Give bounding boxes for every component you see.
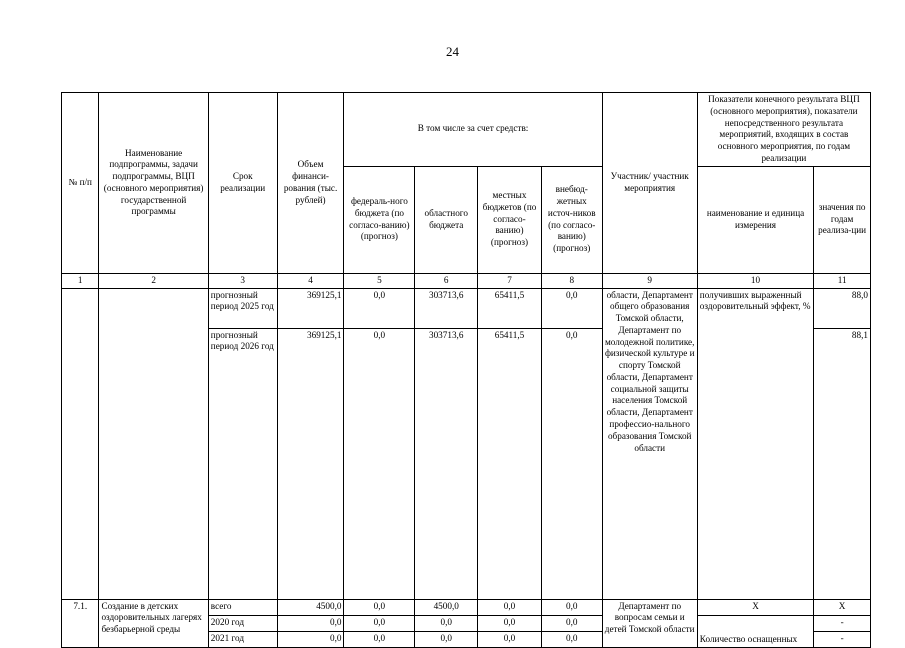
period-cell: прогнозный период 2025 год <box>208 288 277 328</box>
local-cell: 65411,5 <box>478 328 542 599</box>
column-number: 9 <box>602 273 697 288</box>
federal-cell: 0,0 <box>344 631 415 647</box>
table-row <box>62 288 871 328</box>
extrabudget-cell: 0,0 <box>541 599 602 615</box>
column-number: 1 <box>62 273 99 288</box>
table-row <box>62 599 871 615</box>
header-regional: областного бюджета <box>415 166 478 273</box>
total-cell: 369125,1 <box>277 288 344 328</box>
local-cell: 65411,5 <box>478 288 542 328</box>
header-local: местных бюджетов (по согласо-ванию) (прогноз) <box>478 166 542 273</box>
header-name: Наименование подпрограммы, задачи подпрограммы, ВЦП (основного мероприятия) государственной программы <box>99 93 208 274</box>
column-number: 2 <box>99 273 208 288</box>
header-participant: Участник/ участник мероприятия <box>602 93 697 274</box>
federal-cell: 0,0 <box>344 615 415 631</box>
header-total: Объем финанси-рования (тыс. рублей) <box>277 93 344 274</box>
extrabudget-cell: 0,0 <box>541 615 602 631</box>
federal-cell: 0,0 <box>344 288 415 328</box>
empty-name-cell <box>99 288 208 599</box>
column-number: 11 <box>814 273 871 288</box>
total-cell: 0,0 <box>277 631 344 647</box>
extrabudget-cell: 0,0 <box>541 328 602 599</box>
regional-cell: 303713,6 <box>415 288 478 328</box>
indicator-name-cell: Количество оснащенных <box>697 615 813 647</box>
period-cell: всего <box>208 599 277 615</box>
indicator-value-cell: - <box>814 631 871 647</box>
header-indicators-group: Показатели конечного результата ВЦП (основного мероприятия), показатели непосредственного результата мероприятий, входящих в состав основного мероприятия, по годам реализации <box>697 93 870 167</box>
total-cell: 369125,1 <box>277 328 344 599</box>
indicator-name-cell: Х <box>697 599 813 615</box>
extrabudget-cell: 0,0 <box>541 288 602 328</box>
indicator-value-cell: Х <box>814 599 871 615</box>
column-number: 6 <box>415 273 478 288</box>
local-cell: 0,0 <box>478 599 542 615</box>
section-name-cell: Создание в детских оздоровительных лагерях безбарьерной среды <box>99 599 208 647</box>
column-number: 3 <box>208 273 277 288</box>
period-cell: 2020 год <box>208 615 277 631</box>
regional-cell: 303713,6 <box>415 328 478 599</box>
column-number: 10 <box>697 273 813 288</box>
local-cell: 0,0 <box>478 615 542 631</box>
column-number: 7 <box>478 273 542 288</box>
financing-table <box>61 92 871 648</box>
section-number-cell: 7.1. <box>62 599 99 647</box>
header-indicator-values: значения по годам реализа-ции <box>814 166 871 273</box>
indicator-name-cell: получивших выраженный оздоровительный эффект, % <box>697 288 813 599</box>
header-extrabudget: внебюд-жетных источ-ников (по согласо-ванию) (прогноз) <box>541 166 602 273</box>
extrabudget-cell: 0,0 <box>541 631 602 647</box>
column-number: 4 <box>277 273 344 288</box>
period-cell: 2021 год <box>208 631 277 647</box>
regional-cell: 4500,0 <box>415 599 478 615</box>
page-number: 24 <box>446 44 459 59</box>
indicator-value-cell: 88,0 <box>814 288 871 328</box>
total-cell: 0,0 <box>277 615 344 631</box>
federal-cell: 0,0 <box>344 599 415 615</box>
total-cell: 4500,0 <box>277 599 344 615</box>
header-federal: федераль-ного бюджета (по согласо-ванию) (прогноз) <box>344 166 415 273</box>
indicator-value-cell: - <box>814 615 871 631</box>
header-period: Срок реализации <box>208 93 277 274</box>
empty-number-cell <box>62 288 99 599</box>
regional-cell: 0,0 <box>415 615 478 631</box>
header-sources-group: В том числе за счет средств: <box>344 93 602 167</box>
participant-cell: области, Департамент общего образования Томской области, Департамент по молодежной политике, физической культуре и спорту Томской области, Департамент социальной защиты населения Томской области, Департамент профессио-нального образования Томской области <box>602 288 697 599</box>
federal-cell: 0,0 <box>344 328 415 599</box>
header-indicator-name: наименование и единица измерения <box>697 166 813 273</box>
participant-cell: Департамент по вопросам семьи и детей Томской области <box>602 599 697 647</box>
column-number-row <box>62 273 871 288</box>
regional-cell: 0,0 <box>415 631 478 647</box>
local-cell: 0,0 <box>478 631 542 647</box>
column-number: 5 <box>344 273 415 288</box>
indicator-value-cell: 88,1 <box>814 328 871 599</box>
header-number: № п/п <box>62 93 99 274</box>
period-cell: прогнозный период 2026 год <box>208 328 277 599</box>
column-number: 8 <box>541 273 602 288</box>
